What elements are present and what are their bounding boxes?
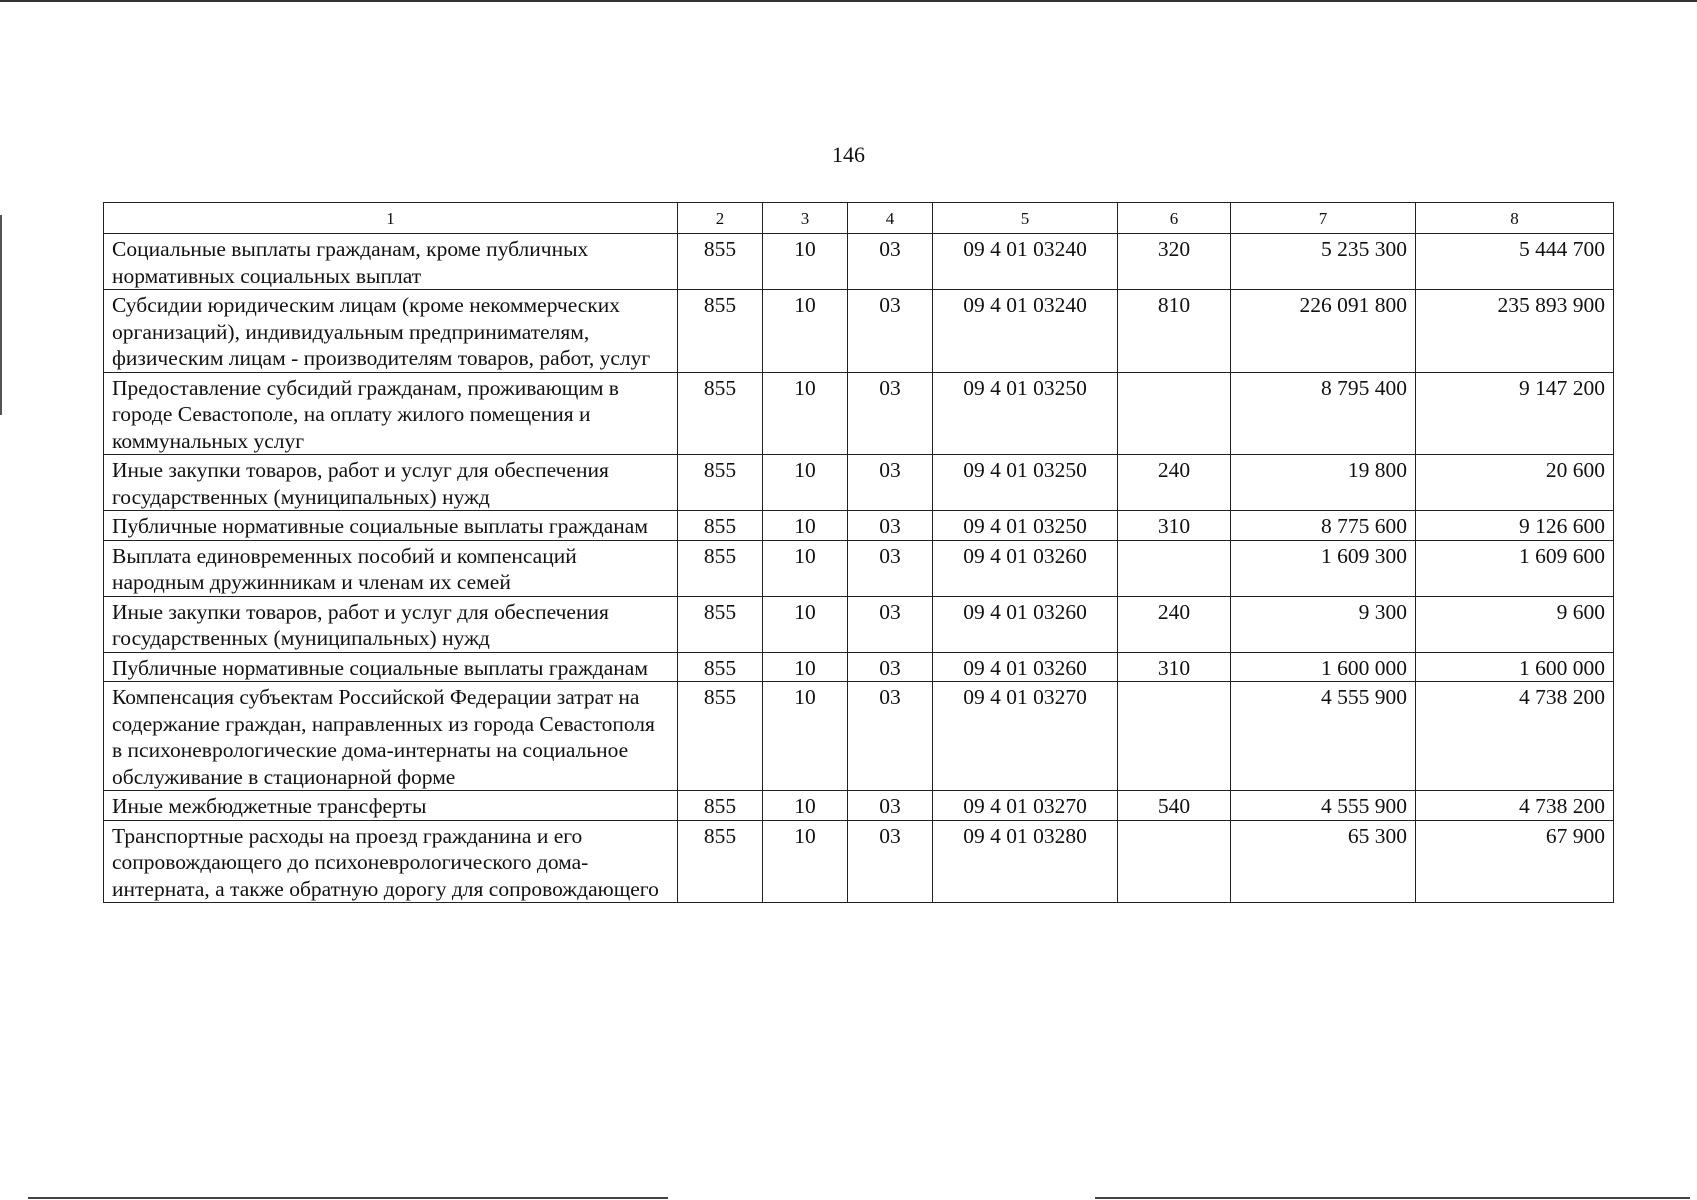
row-code-col4: 03 (848, 290, 933, 373)
row-amount-col8: 20 600 (1416, 455, 1614, 511)
row-code-col5: 09 4 01 03260 (933, 540, 1118, 596)
row-amount-col8: 5 444 700 (1416, 234, 1614, 290)
header-cell-col4: 4 (848, 203, 933, 234)
row-code-col2: 855 (678, 596, 763, 652)
table-row (104, 652, 1614, 682)
row-amount-col8: 235 893 900 (1416, 290, 1614, 373)
row-code-col4: 03 (848, 682, 933, 791)
row-amount-col8: 1 600 000 (1416, 652, 1614, 682)
row-amount-col7: 8 795 400 (1231, 372, 1416, 455)
row-code-col4: 03 (848, 234, 933, 290)
row-name-cell: Предоставление субсидий гражданам, проживающим в городе Севастополе, на оплату жилого помещения и коммунальных услуг (104, 372, 678, 455)
row-amount-col8: 4 738 200 (1416, 682, 1614, 791)
header-cell-col7: 7 (1231, 203, 1416, 234)
row-code-col3: 10 (763, 511, 848, 541)
table-row (104, 820, 1614, 903)
row-amount-col8: 67 900 (1416, 820, 1614, 903)
row-code-col6 (1118, 372, 1231, 455)
row-code-col5: 09 4 01 03250 (933, 511, 1118, 541)
row-name-cell: Иные закупки товаров, работ и услуг для обеспечения государственных (муниципальных) нужд (104, 596, 678, 652)
row-code-col5: 09 4 01 03270 (933, 791, 1118, 821)
row-amount-col7: 65 300 (1231, 820, 1416, 903)
row-code-col4: 03 (848, 820, 933, 903)
row-code-col3: 10 (763, 455, 848, 511)
row-code-col5: 09 4 01 03270 (933, 682, 1118, 791)
row-name-cell: Выплата единовременных пособий и компенсаций народным дружинникам и членам их семей (104, 540, 678, 596)
row-amount-col8: 9 126 600 (1416, 511, 1614, 541)
table-row (104, 791, 1614, 821)
row-code-col2: 855 (678, 540, 763, 596)
header-cell-col3: 3 (763, 203, 848, 234)
row-code-col4: 03 (848, 652, 933, 682)
row-code-col3: 10 (763, 682, 848, 791)
row-code-col5: 09 4 01 03260 (933, 596, 1118, 652)
row-amount-col7: 226 091 800 (1231, 290, 1416, 373)
row-code-col4: 03 (848, 372, 933, 455)
row-amount-col7: 5 235 300 (1231, 234, 1416, 290)
row-name-cell: Социальные выплаты гражданам, кроме публичных нормативных социальных выплат (104, 234, 678, 290)
header-cell-col8: 8 (1416, 203, 1614, 234)
row-code-col2: 855 (678, 652, 763, 682)
row-code-col6: 320 (1118, 234, 1231, 290)
row-code-col6 (1118, 820, 1231, 903)
row-code-col6: 240 (1118, 596, 1231, 652)
table-body (104, 203, 1614, 903)
row-code-col3: 10 (763, 820, 848, 903)
row-code-col3: 10 (763, 791, 848, 821)
table-row (104, 455, 1614, 511)
header-cell-col6: 6 (1118, 203, 1231, 234)
row-name-cell: Иные закупки товаров, работ и услуг для обеспечения государственных (муниципальных) нужд (104, 455, 678, 511)
table-row (104, 372, 1614, 455)
row-code-col2: 855 (678, 791, 763, 821)
row-code-col6: 810 (1118, 290, 1231, 373)
page-edge-bottom-right (1095, 1197, 1690, 1199)
row-amount-col7: 1 609 300 (1231, 540, 1416, 596)
row-code-col6: 310 (1118, 652, 1231, 682)
row-code-col5: 09 4 01 03250 (933, 372, 1118, 455)
row-code-col2: 855 (678, 820, 763, 903)
row-code-col6: 310 (1118, 511, 1231, 541)
row-code-col3: 10 (763, 540, 848, 596)
row-code-col5: 09 4 01 03240 (933, 234, 1118, 290)
row-name-cell: Иные межбюджетные трансферты (104, 791, 678, 821)
row-code-col5: 09 4 01 03240 (933, 290, 1118, 373)
row-code-col4: 03 (848, 596, 933, 652)
row-code-col3: 10 (763, 234, 848, 290)
row-amount-col8: 9 600 (1416, 596, 1614, 652)
row-code-col4: 03 (848, 511, 933, 541)
row-name-cell: Публичные нормативные социальные выплаты гражданам (104, 652, 678, 682)
row-code-col2: 855 (678, 455, 763, 511)
row-amount-col8: 9 147 200 (1416, 372, 1614, 455)
row-amount-col7: 8 775 600 (1231, 511, 1416, 541)
table-row (104, 511, 1614, 541)
budget-table (103, 202, 1614, 903)
row-code-col6: 240 (1118, 455, 1231, 511)
row-code-col3: 10 (763, 596, 848, 652)
row-code-col2: 855 (678, 511, 763, 541)
header-cell-col5: 5 (933, 203, 1118, 234)
row-code-col5: 09 4 01 03250 (933, 455, 1118, 511)
row-amount-col8: 1 609 600 (1416, 540, 1614, 596)
row-code-col5: 09 4 01 03280 (933, 820, 1118, 903)
row-amount-col8: 4 738 200 (1416, 791, 1614, 821)
row-code-col4: 03 (848, 455, 933, 511)
row-code-col3: 10 (763, 372, 848, 455)
row-name-cell: Публичные нормативные социальные выплаты гражданам (104, 511, 678, 541)
page-edge-bottom-left (28, 1197, 668, 1199)
row-amount-col7: 19 800 (1231, 455, 1416, 511)
row-amount-col7: 4 555 900 (1231, 682, 1416, 791)
table-row (104, 682, 1614, 791)
table-row (104, 540, 1614, 596)
row-code-col4: 03 (848, 791, 933, 821)
row-amount-col7: 4 555 900 (1231, 791, 1416, 821)
row-amount-col7: 9 300 (1231, 596, 1416, 652)
header-cell-col1: 1 (104, 203, 678, 234)
row-code-col2: 855 (678, 372, 763, 455)
table-row (104, 234, 1614, 290)
row-amount-col7: 1 600 000 (1231, 652, 1416, 682)
row-code-col4: 03 (848, 540, 933, 596)
table-header-row (104, 203, 1614, 234)
row-code-col3: 10 (763, 652, 848, 682)
row-code-col6 (1118, 682, 1231, 791)
page-number: 146 (832, 142, 865, 167)
page-edge-left (0, 215, 2, 415)
row-name-cell: Субсидии юридическим лицам (кроме некоммерческих организаций), индивидуальным предпринимателям, физическим лицам - производителям товаров, работ, услуг (104, 290, 678, 373)
header-cell-col2: 2 (678, 203, 763, 234)
row-code-col2: 855 (678, 234, 763, 290)
page-edge-top (0, 0, 1697, 2)
row-code-col2: 855 (678, 682, 763, 791)
row-code-col6 (1118, 540, 1231, 596)
table-row (104, 596, 1614, 652)
row-name-cell: Транспортные расходы на проезд гражданина и его сопровождающего до психоневрологического дома-интерната, а также обратную дорогу для сопровождающего (104, 820, 678, 903)
row-name-cell: Компенсация субъектам Российской Федерации затрат на содержание граждан, направленных из города Севастополя в психоневрологические дома-интернаты на социальное обслуживание в стационарной форме (104, 682, 678, 791)
table-row (104, 290, 1614, 373)
row-code-col2: 855 (678, 290, 763, 373)
row-code-col3: 10 (763, 290, 848, 373)
row-code-col6: 540 (1118, 791, 1231, 821)
row-code-col5: 09 4 01 03260 (933, 652, 1118, 682)
